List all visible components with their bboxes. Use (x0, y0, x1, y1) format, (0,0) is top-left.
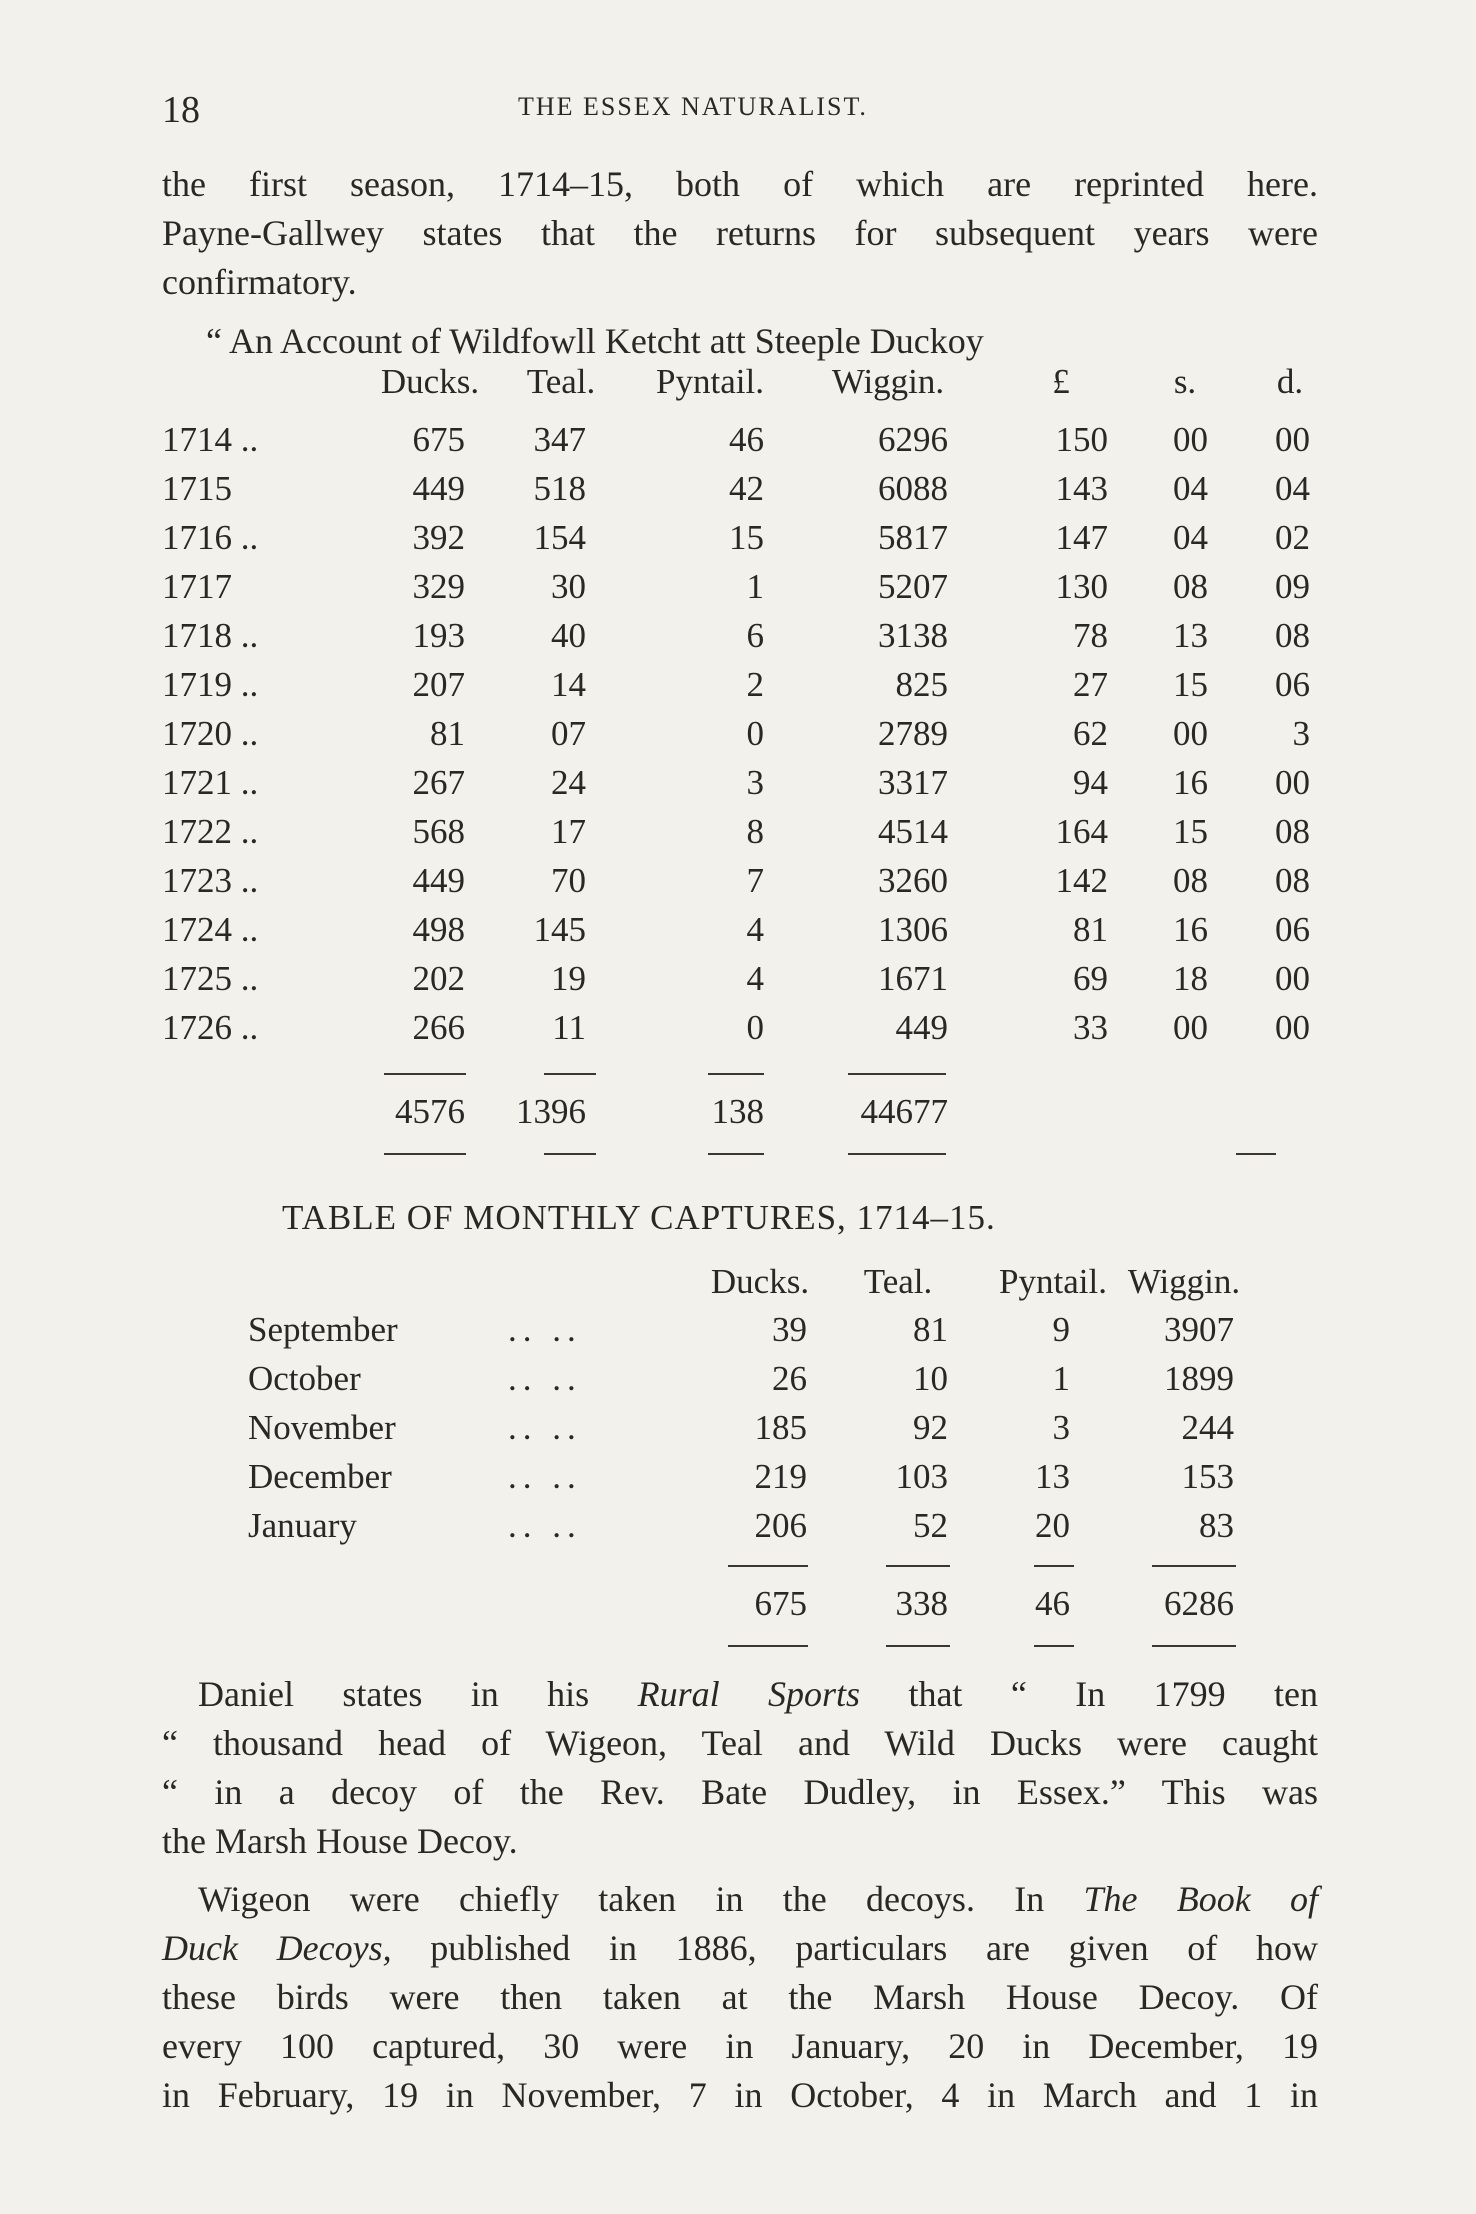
table-cell-pence: 06 (1275, 910, 1310, 949)
table-cell-pyntail: 9 (1052, 1310, 1070, 1349)
table-cell-shillings: 13 (1173, 616, 1208, 655)
table-cell-pence: 09 (1275, 567, 1310, 606)
table-cell-ducks: 329 (412, 567, 465, 606)
table-cell-ducks: 449 (412, 861, 465, 900)
table-cell-pounds: 150 (1055, 420, 1108, 459)
total-rule (708, 1153, 764, 1155)
total-rule (1152, 1565, 1236, 1567)
table-cell-ducks: 392 (412, 518, 465, 557)
column-header: d. (1276, 362, 1304, 401)
table-cell-pence: 08 (1275, 861, 1310, 900)
table-cell-pounds: 94 (1073, 763, 1108, 802)
table-cell-pounds: 33 (1073, 1008, 1108, 1047)
table-cell-pence: 3 (1292, 714, 1310, 753)
table-cell-pyntail: 4 (746, 910, 764, 949)
year-cell: 1722 .. (162, 812, 259, 851)
month-name: October (248, 1359, 361, 1398)
table-cell-pounds: 27 (1073, 665, 1108, 704)
year-cell: 1715 (162, 469, 232, 508)
column-header: Teal. (526, 362, 596, 401)
table-cell-pyntail: 1 (1052, 1359, 1070, 1398)
year-cell: 1726 .. (162, 1008, 259, 1047)
table-cell-pounds: 78 (1073, 616, 1108, 655)
paragraph-line: the first season, 1714–15, both of which are reprinted here. (162, 164, 1318, 204)
table-cell-wiggin: 6296 (878, 420, 948, 459)
page-number: 18 (162, 89, 200, 131)
paragraph-line: Daniel states in his Rural Sports that “ In 1799 ten (198, 1674, 1319, 1714)
table-cell-pence: 00 (1275, 420, 1310, 459)
year-cell: 1719 .. (162, 665, 259, 704)
month-name: September (248, 1310, 398, 1349)
year-cell: 1714 .. (162, 420, 259, 459)
paragraph-line: confirmatory. (162, 262, 357, 302)
table-cell-wiggin: 83 (1199, 1506, 1234, 1545)
table-cell-ducks: 568 (412, 812, 465, 851)
table-cell-pounds: 143 (1055, 469, 1108, 508)
table-cell-wiggin: 1671 (878, 959, 948, 998)
total-rule (544, 1153, 596, 1155)
table-cell-shillings: 18 (1173, 959, 1208, 998)
table-cell-teal: 154 (533, 518, 586, 557)
table-cell-ducks: 449 (412, 469, 465, 508)
table-cell-wiggin: 5817 (878, 518, 948, 557)
paragraph-line: “ in a decoy of the Rev. Bate Dudley, in Essex.” This was (162, 1772, 1318, 1812)
table-cell-pounds: 130 (1055, 567, 1108, 606)
table-cell-ducks: 675 (412, 420, 465, 459)
table-cell-teal: 17 (551, 812, 586, 851)
table-cell-pounds: 147 (1055, 518, 1108, 557)
table-cell-wiggin: 153 (1181, 1457, 1234, 1496)
table-cell-ducks: 219 (754, 1457, 807, 1496)
paragraph-line: every 100 captured, 30 were in January, 20 in December, 19 (162, 2026, 1318, 2066)
table-cell-pyntail: 8 (746, 812, 764, 851)
table-cell-pence: 02 (1275, 518, 1310, 557)
column-header: s. (1173, 362, 1197, 401)
column-header: Pyntail. (999, 1262, 1107, 1301)
table-cell-teal: 81 (913, 1310, 948, 1349)
column-header: Pyntail. (656, 362, 764, 401)
book-title: Duck Decoys, (162, 1928, 392, 1968)
table-cell-shillings: 04 (1173, 518, 1208, 557)
table-cell-pence: 06 (1275, 665, 1310, 704)
paragraph-line: Wigeon were chiefly taken in the decoys. In The Book of (198, 1879, 1318, 1919)
table-cell-wiggin: 3260 (878, 861, 948, 900)
paragraph-line: in February, 19 in November, 7 in October, 4 in March and 1 in (162, 2075, 1318, 2115)
leader-dots: .. .. (508, 1310, 582, 1349)
table-cell-pounds: 62 (1073, 714, 1108, 753)
table-cell-pyntail: 1 (746, 567, 764, 606)
table-cell-shillings: 15 (1173, 812, 1208, 851)
table-cell-pyntail: 42 (729, 469, 764, 508)
table-cell-teal: 518 (533, 469, 586, 508)
table-cell-shillings: 08 (1173, 861, 1208, 900)
table-cell-teal: 347 (533, 420, 586, 459)
month-name: December (248, 1457, 392, 1496)
column-header: Teal. (863, 1262, 933, 1301)
year-cell: 1725 .. (162, 959, 259, 998)
table-cell-wiggin: 2789 (878, 714, 948, 753)
table-cell-wiggin: 1899 (1164, 1359, 1234, 1398)
year-cell: 1717 (162, 567, 232, 606)
total-ducks: 4576 (395, 1092, 465, 1131)
total-rule (1152, 1645, 1236, 1647)
total-rule (544, 1073, 596, 1075)
table-cell-teal: 52 (913, 1506, 948, 1545)
table-cell-ducks: 81 (430, 714, 465, 753)
table-cell-ducks: 39 (772, 1310, 807, 1349)
year-cell: 1718 .. (162, 616, 259, 655)
leader-dots: .. .. (508, 1359, 582, 1398)
paragraph-line: “ thousand head of Wigeon, Teal and Wild Ducks were caught (162, 1723, 1318, 1763)
table-cell-pyntail: 15 (729, 518, 764, 557)
total-rule (886, 1565, 950, 1567)
total-wiggin: 44677 (860, 1092, 948, 1131)
table-cell-ducks: 193 (412, 616, 465, 655)
table-cell-pyntail: 4 (746, 959, 764, 998)
table-cell-ducks: 207 (412, 665, 465, 704)
total-teal: 1396 (516, 1092, 586, 1131)
table-cell-ducks: 206 (754, 1506, 807, 1545)
table-cell-wiggin: 3138 (878, 616, 948, 655)
table-cell-pyntail: 0 (746, 1008, 764, 1047)
table-cell-teal: 145 (533, 910, 586, 949)
table-cell-wiggin: 5207 (878, 567, 948, 606)
table-cell-shillings: 08 (1173, 567, 1208, 606)
table-cell-pyntail: 13 (1035, 1457, 1070, 1496)
total-wiggin: 6286 (1164, 1584, 1234, 1623)
leader-dots: .. .. (508, 1457, 582, 1496)
paragraph-line: Payne-Gallwey states that the returns for subsequent years were (162, 213, 1318, 253)
table-cell-wiggin: 449 (895, 1008, 948, 1047)
table-cell-teal: 70 (551, 861, 586, 900)
total-ducks: 675 (754, 1584, 807, 1623)
year-cell: 1724 .. (162, 910, 259, 949)
total-rule (728, 1645, 808, 1647)
table-cell-pence: 04 (1275, 469, 1310, 508)
table-cell-pounds: 142 (1055, 861, 1108, 900)
table-cell-ducks: 185 (754, 1408, 807, 1447)
table-cell-wiggin: 3317 (878, 763, 948, 802)
column-header: Wiggin. (1127, 1262, 1241, 1301)
table-cell-pyntail: 3 (1052, 1408, 1070, 1447)
table-cell-pyntail: 20 (1035, 1506, 1070, 1545)
total-rule (1236, 1153, 1276, 1155)
month-name: January (248, 1506, 357, 1545)
table-cell-shillings: 15 (1173, 665, 1208, 704)
table-cell-teal: 19 (551, 959, 586, 998)
table-cell-shillings: 00 (1173, 714, 1208, 753)
table-cell-shillings: 16 (1173, 910, 1208, 949)
table-cell-wiggin: 244 (1181, 1408, 1234, 1447)
table-cell-ducks: 266 (412, 1008, 465, 1047)
table-cell-ducks: 267 (412, 763, 465, 802)
table-cell-shillings: 00 (1173, 1008, 1208, 1047)
table-cell-wiggin: 4514 (878, 812, 948, 851)
table-cell-teal: 10 (913, 1359, 948, 1398)
year-cell: 1716 .. (162, 518, 259, 557)
table-cell-pyntail: 0 (746, 714, 764, 753)
table-cell-wiggin: 1306 (878, 910, 948, 949)
book-title: Rural Sports (637, 1674, 861, 1714)
year-cell: 1720 .. (162, 714, 259, 753)
table-cell-teal: 07 (551, 714, 586, 753)
daniel-paragraph (162, 1670, 1318, 1866)
table-cell-teal: 14 (551, 665, 586, 704)
total-rule (1034, 1645, 1074, 1647)
table-cell-pence: 08 (1275, 812, 1310, 851)
table-cell-teal: 103 (895, 1457, 948, 1496)
book-title: The Book of (1083, 1879, 1318, 1919)
total-rule (384, 1153, 466, 1155)
table-cell-ducks: 26 (772, 1359, 807, 1398)
table-cell-pounds: 69 (1073, 959, 1108, 998)
table-cell-shillings: 16 (1173, 763, 1208, 802)
column-header: £ (1052, 362, 1070, 401)
total-rule (728, 1565, 808, 1567)
monthly-table-title: TABLE OF MONTHLY CAPTURES, 1714–15. (282, 1198, 996, 1237)
table-cell-ducks: 202 (412, 959, 465, 998)
table-cell-pounds: 81 (1073, 910, 1108, 949)
table-cell-wiggin: 6088 (878, 469, 948, 508)
table-cell-teal: 40 (551, 616, 586, 655)
table-cell-pyntail: 2 (746, 665, 764, 704)
total-pyntail: 46 (1035, 1584, 1070, 1623)
table-cell-pence: 00 (1275, 959, 1310, 998)
table-cell-pyntail: 6 (746, 616, 764, 655)
table-cell-teal: 11 (552, 1008, 586, 1047)
paragraph-line: Duck Decoys, published in 1886, particulars are given of how (162, 1928, 1318, 1968)
table-cell-teal: 92 (913, 1408, 948, 1447)
total-rule (848, 1153, 946, 1155)
column-header: Ducks. (380, 362, 480, 401)
leader-dots: .. .. (508, 1408, 582, 1447)
table-cell-shillings: 04 (1173, 469, 1208, 508)
intro-paragraph (162, 160, 1318, 307)
paragraph-line: these birds were then taken at the Marsh House Decoy. Of (162, 1977, 1318, 2017)
total-rule (384, 1073, 466, 1075)
total-rule (708, 1073, 764, 1075)
table-cell-wiggin: 3907 (1164, 1310, 1234, 1349)
column-header: Ducks. (710, 1262, 810, 1301)
table-cell-wiggin: 825 (895, 665, 948, 704)
table-cell-pyntail: 7 (746, 861, 764, 900)
total-teal: 338 (895, 1584, 948, 1623)
running-head: THE ESSEX NATURALIST. (518, 92, 868, 121)
table-cell-shillings: 00 (1173, 420, 1208, 459)
total-rule (1034, 1565, 1074, 1567)
year-cell: 1721 .. (162, 763, 259, 802)
column-header: Wiggin. (831, 362, 945, 401)
table-cell-ducks: 498 (412, 910, 465, 949)
month-name: November (248, 1408, 396, 1447)
table-cell-teal: 24 (551, 763, 586, 802)
table-cell-pyntail: 46 (729, 420, 764, 459)
table-cell-teal: 30 (551, 567, 586, 606)
total-rule (886, 1645, 950, 1647)
leader-dots: .. .. (508, 1506, 582, 1545)
year-cell: 1723 .. (162, 861, 259, 900)
table-cell-pounds: 164 (1055, 812, 1108, 851)
table-cell-pyntail: 3 (746, 763, 764, 802)
table-cell-pence: 00 (1275, 763, 1310, 802)
paragraph-line: the Marsh House Decoy. (162, 1821, 518, 1861)
wigeon-paragraph (162, 1875, 1318, 2120)
table-cell-pence: 08 (1275, 616, 1310, 655)
total-rule (848, 1073, 946, 1075)
table-cell-pence: 00 (1275, 1008, 1310, 1047)
table-intro: “ An Account of Wildfowll Ketcht att Steeple Duckoy (206, 321, 984, 361)
total-pyntail: 138 (711, 1092, 764, 1131)
